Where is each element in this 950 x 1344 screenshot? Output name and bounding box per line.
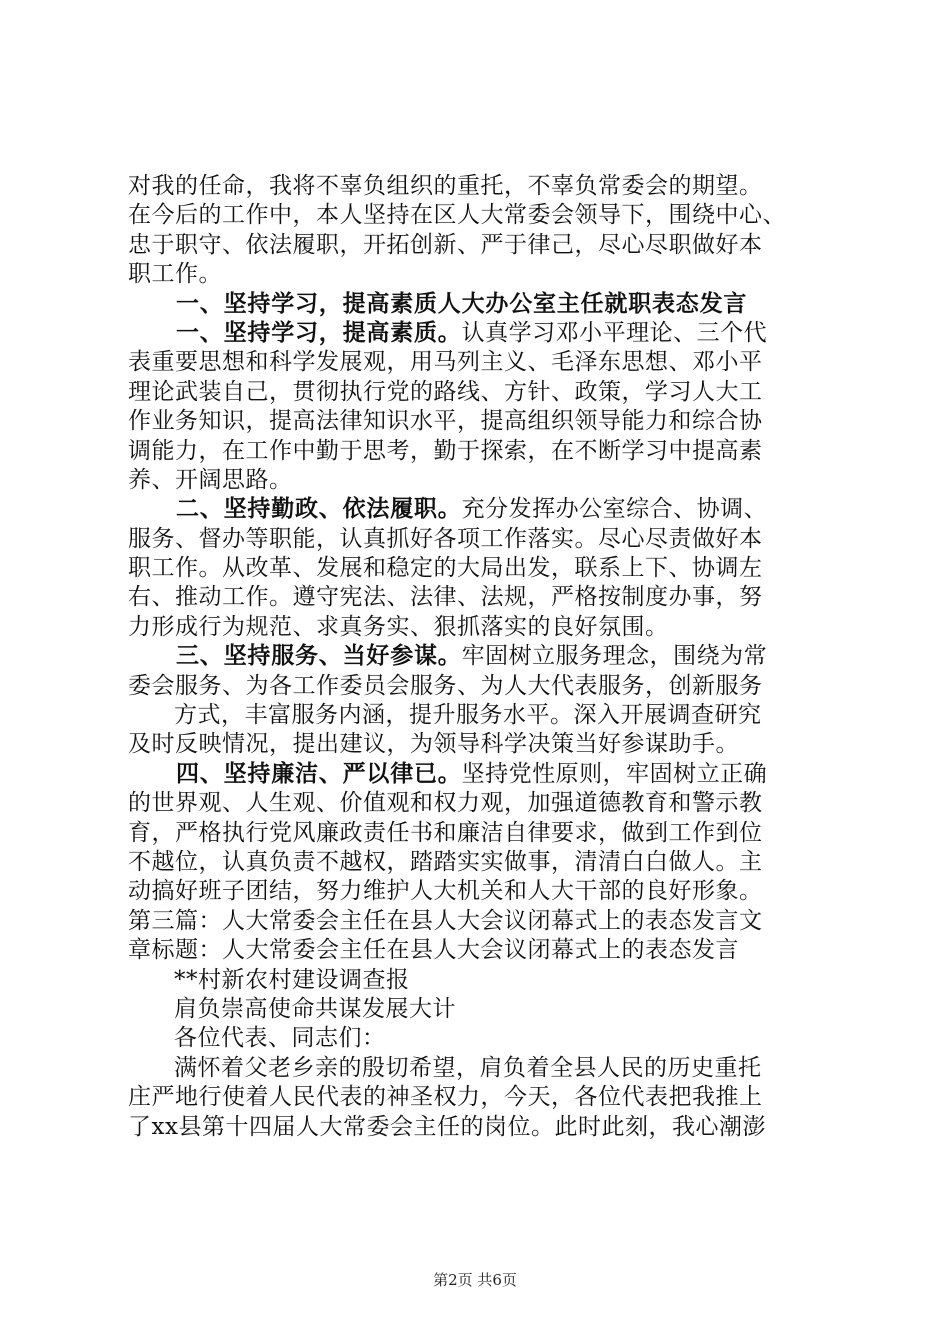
text-line: 作业务知识，提高法律知识水平，提高组织领导能力和综合协 (128, 408, 763, 435)
text-line: 职工作。 (128, 261, 222, 288)
paragraph-text: 认真学习邓小平理论、三个代 (461, 319, 768, 346)
text-line: 力形成行为规范、求真务实、狠抓落实的良好氛围。 (128, 613, 669, 640)
text-line: 右、推动工作。遵守宪法、法律、法规，严格按制度办事，努 (128, 584, 763, 611)
text-line: 理论武装自己，贯彻执行党的路线、方针、政策，学习人大工 (128, 378, 763, 405)
page-footer (0, 1270, 950, 1290)
text-line: **村新农村建设调查报 (174, 966, 410, 993)
text-line: 忠于职守、依法履职，开拓创新、严于律己，尽心尽职做好本 (128, 231, 763, 258)
text-line (128, 319, 858, 348)
text-line (128, 495, 858, 524)
paragraph-text: 牢固树立服务理念，围绕为常 (461, 643, 768, 670)
paragraph-heading: 四、坚持廉洁、严以律已。 (176, 760, 462, 787)
text-line: 表重要思想和科学发展观，用马列主义、毛泽东思想、邓小平 (128, 349, 763, 376)
text-line: 委会服务、为各工作委员会服务、为人大代表服务，创新服务 (128, 672, 763, 699)
text-line: 及时反映情况，提出建议，为领导科学决策当好参谋助手。 (128, 731, 739, 758)
text-line: 不越位，认真负责不越权，踏踏实实做事，清清白白做人。主 (128, 848, 763, 875)
text-line (128, 642, 858, 671)
text-line: 在今后的工作中，本人坚持在区人大常委会领导下，围绕中心、 (128, 202, 786, 229)
paragraph-heading: 一、坚持学习，提高素质。 (176, 319, 462, 346)
paragraph-heading: 三、坚持服务、当好参谋。 (176, 643, 462, 670)
section-heading: 一、坚持学习，提高素质人大办公室主任就职表态发言 (176, 290, 748, 317)
page-number: 第2页 共6页 (433, 1271, 517, 1289)
paragraph-text: 充分发挥办公室综合、协调、 (461, 496, 768, 523)
text-line: 庄严地行使着人民代表的神圣权力，今天，各位代表把我推上 (128, 1084, 763, 1111)
paragraph-heading: 二、坚持勤政、依法履职。 (176, 496, 462, 523)
text-line: 服务、督办等职能，认真抓好各项工作落实。尽心尽责做好本 (128, 525, 763, 552)
text-line: 调能力，在工作中勤于思考，勤于探索，在不断学习中提高素 (128, 437, 763, 464)
text-line: 章标题：人大常委会主任在县人大会议闭幕式上的表态发言 (128, 937, 739, 964)
text-line: 育，严格执行党风廉政责任书和廉洁自律要求，做到工作到位 (128, 819, 763, 846)
text-line: 方式，丰富服务内涵，提升服务水平。深入开展调查研究 (174, 702, 762, 729)
text-line: 养、开阔思路。 (128, 466, 293, 493)
paragraph-text: 坚持党性原则，牢固树立正确 (461, 760, 768, 787)
text-line: 对我的任命，我将不辜负组织的重托，不辜负常委会的期望。 (128, 173, 763, 199)
text-line (128, 760, 858, 789)
document-body (128, 172, 858, 1142)
text-line: 了xx县第十四届人大常委会主任的岗位。此时此刻，我心潮澎 (128, 1113, 766, 1140)
text-line: 第三篇：人大常委会主任在县人大会议闭幕式上的表态发言文 (128, 907, 763, 934)
text-line: 的世界观、人生观、价值观和权力观，加强道德教育和警示教 (128, 790, 763, 817)
text-line: 各位代表、同志们： (174, 1025, 386, 1052)
text-line: 动搞好班子团结，努力维护人大机关和人大干部的良好形象。 (128, 878, 763, 905)
text-line: 肩负崇高使命共谋发展大计 (174, 995, 456, 1022)
text-line: 职工作。从改革、发展和稳定的大局出发，联系上下、协调左 (128, 555, 763, 582)
text-line: 满怀着父老乡亲的殷切希望，肩负着全县人民的历史重托 (174, 1054, 762, 1081)
